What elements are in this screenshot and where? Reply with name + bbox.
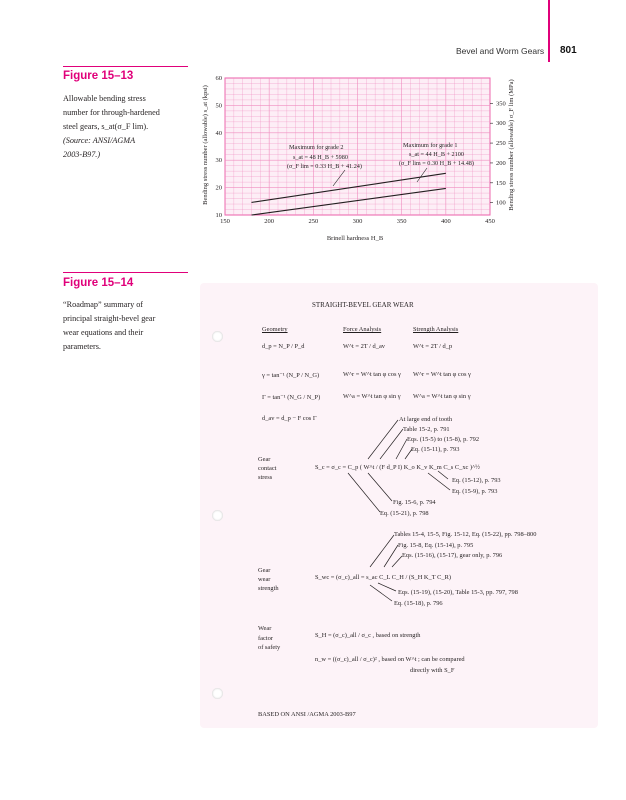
caption-line: “Roadmap” summary of (63, 300, 144, 309)
label-line: contact (258, 465, 277, 472)
contact-stress-equation: S_c = σ_c = C_p ( W^t / (F d_P I) K_o K_v K_m C_s C_xc )^½ (315, 464, 480, 471)
figure2-top-rule (63, 272, 188, 273)
figure1-top-rule (63, 66, 188, 67)
label-line: stress (258, 474, 273, 481)
strength-ref-eq15-18: Eq. (15-18), p. 796 (394, 600, 443, 607)
ref-line: Eq. (15-11), p. 793 (411, 446, 460, 453)
caption-line: number for through-hardened (63, 108, 160, 117)
x-tick-label: 300 (352, 218, 363, 225)
figure-15-14-label: Figure 15–14 (63, 277, 134, 289)
right-tick-label: 250 (496, 140, 506, 148)
label-line: wear (258, 576, 271, 583)
y-tick-label: 10 (215, 212, 222, 219)
force-eq-wa: W^a = W^t tan φ sin γ (343, 393, 401, 400)
arrow-contact-eq11 (405, 449, 412, 459)
geom-eq-dav: d_av = d_p − F cos Γ (262, 415, 317, 422)
arrow-strength-eqs19 (378, 583, 396, 591)
geom-eq-gamma: γ = tan⁻¹ (N_P / N_G) (262, 372, 320, 379)
contact-ref-eq15-12: Eq. (15-12), p. 793 (452, 477, 501, 484)
ref-line: Fig. 15-8, Eq. (15-14), p. 795 (398, 541, 474, 549)
figure-15-13-label: Figure 15–13 (63, 70, 134, 82)
caption-line: 2003-B97.) (63, 150, 101, 159)
caption-line: parameters. (63, 342, 101, 351)
strength-eq-wa: W^a = W^t tan φ sin γ (413, 393, 471, 400)
force-eq-wr: W^r = W^t tan φ cos γ (343, 371, 401, 378)
geom-eq-Gamma: Γ = tan⁻¹ (N_G / N_P) (262, 394, 321, 401)
x-axis-label: Brinell hardness H_B (326, 235, 384, 242)
label-line: of safety (258, 644, 281, 651)
arrow-strength-fig8 (384, 545, 398, 567)
geom-eq-dp: d_p = N_P / P_d (262, 343, 305, 350)
y-axis-label: Bending stress number (allowable) s_at (kpsi) (202, 85, 209, 205)
arrow-strength-tables (370, 535, 394, 567)
caption-line: Allowable bending stress (63, 94, 146, 103)
col-force-header: Force Analysis (343, 326, 382, 333)
arrow-contact-table (380, 429, 403, 459)
roadmap-footer: BASED ON ANSI /AGMA 2003-B97 (258, 711, 356, 718)
page-number: 801 (560, 45, 577, 56)
running-title: Bevel and Worm Gears (456, 46, 545, 56)
right-tick-label: 150 (496, 179, 506, 187)
y-axis-right-label: Bending stress number (allowable) σ_F lim (MPa) (508, 79, 515, 211)
contact-ref-fig15-6: Fig. 15-6, p. 794 (393, 499, 436, 506)
arrow-contact-eq9 (428, 473, 450, 490)
ref-line: Eqs. (15-5) to (15-8), p. 792 (407, 436, 480, 443)
header-vertical-rule (548, 0, 550, 62)
caption-line: steel gears, s_at(σ_F lim). (63, 122, 149, 131)
y-tick-label: 60 (215, 75, 222, 82)
x-tick-label: 150 (220, 218, 230, 225)
right-tick-label: 300 (496, 120, 506, 128)
roadmap-arrows (200, 283, 598, 728)
contact-ref-eq15-21: Eq. (15-21), p. 798 (380, 510, 429, 517)
arrow-contact-eq21 (348, 473, 380, 512)
y-tick-label: 30 (215, 157, 222, 165)
strength-ref-eq15-19: Eqs. (15-19), (15-20), Table 15-3, pp. 797, 798 (398, 589, 518, 596)
annotation-line: (σ_F lim = 0.30 H_B + 14.48) (399, 160, 474, 167)
caption-line: (Source: ANSI/AGMA (63, 136, 136, 145)
x-tick-label: 400 (440, 218, 451, 225)
ref-line: Table 15-2, p. 791 (403, 426, 450, 433)
annotation-line: (σ_F lim = 0.33 H_B + 41.24) (287, 163, 362, 170)
annotation-line: Maximum for grade 2 (289, 144, 344, 151)
figure-15-14-caption (63, 298, 193, 354)
contact-ref-eq15-9: Eq. (15-9), p. 793 (452, 488, 498, 495)
ref-line: At large end of tooth (399, 416, 453, 423)
y-tick-label: 50 (215, 102, 222, 110)
arrow-contact-eqs (396, 439, 407, 459)
label-line: Gear (258, 567, 271, 574)
ref-line: Eqs. (15-16), (15-17), gear only, p. 796 (402, 552, 503, 559)
x-tick-label: 350 (396, 218, 407, 225)
wear-strength-equation: S_wc = (σ_c)_all = s_ac C_L C_H / (S_H K_T C_R) (315, 574, 451, 581)
safety-eq-sh: S_H = (σ_c)_all / σ_c , based on strength (315, 632, 421, 639)
right-tick-label: 200 (496, 159, 506, 167)
annotation-line: s_at = 44 H_B + 2100 (409, 151, 464, 158)
safety-eq-nw-cont: directly with S_F (410, 667, 455, 674)
ref-line: Tables 15-4, 15-5, Fig. 15-12, Eq. (15-22), pp. 798–800 (394, 531, 537, 538)
y-tick-label: 20 (215, 184, 222, 192)
caption-line: wear equations and their (63, 328, 144, 337)
strength-eq-wr: W^r = W^t tan φ cos γ (413, 371, 471, 378)
figure-15-13-caption (63, 92, 193, 162)
x-tick-label: 250 (308, 218, 319, 225)
label-line: Wear (258, 625, 272, 632)
y-tick-label: 40 (215, 129, 222, 137)
label-line: strength (258, 585, 279, 592)
brinell-hardness-chart (195, 70, 525, 245)
safety-eq-nw: n_w = ((σ_c)_all / σ_c)² , based on W^t ; can be compared (315, 656, 465, 663)
col-geometry-header: Geometry (262, 326, 288, 333)
col-strength-header: Strength Analysis (413, 326, 459, 333)
arrow-contact-fig6 (368, 473, 392, 501)
arrow-contact-eq12 (438, 471, 448, 479)
right-tick-label: 100 (496, 199, 506, 207)
roadmap-title: STRAIGHT-BEVEL GEAR WEAR (312, 301, 414, 309)
label-line: Gear (258, 456, 271, 463)
annotation-line: s_at = 48 H_B + 5980 (293, 154, 348, 161)
arrow-contact-large-end (368, 420, 398, 459)
annotation-line: Maximum for grade 1 (403, 142, 458, 149)
caption-line: principal straight-bevel gear (63, 314, 156, 323)
force-eq-wt: W^t = 2T / d_av (343, 343, 385, 350)
arrow-strength-eqs16 (392, 556, 402, 567)
right-tick-label: 350 (496, 100, 506, 108)
x-tick-label: 450 (485, 218, 495, 225)
label-line: factor (258, 634, 273, 642)
x-tick-label: 200 (264, 218, 275, 225)
strength-eq-wt: W^t = 2T / d_p (413, 343, 453, 350)
